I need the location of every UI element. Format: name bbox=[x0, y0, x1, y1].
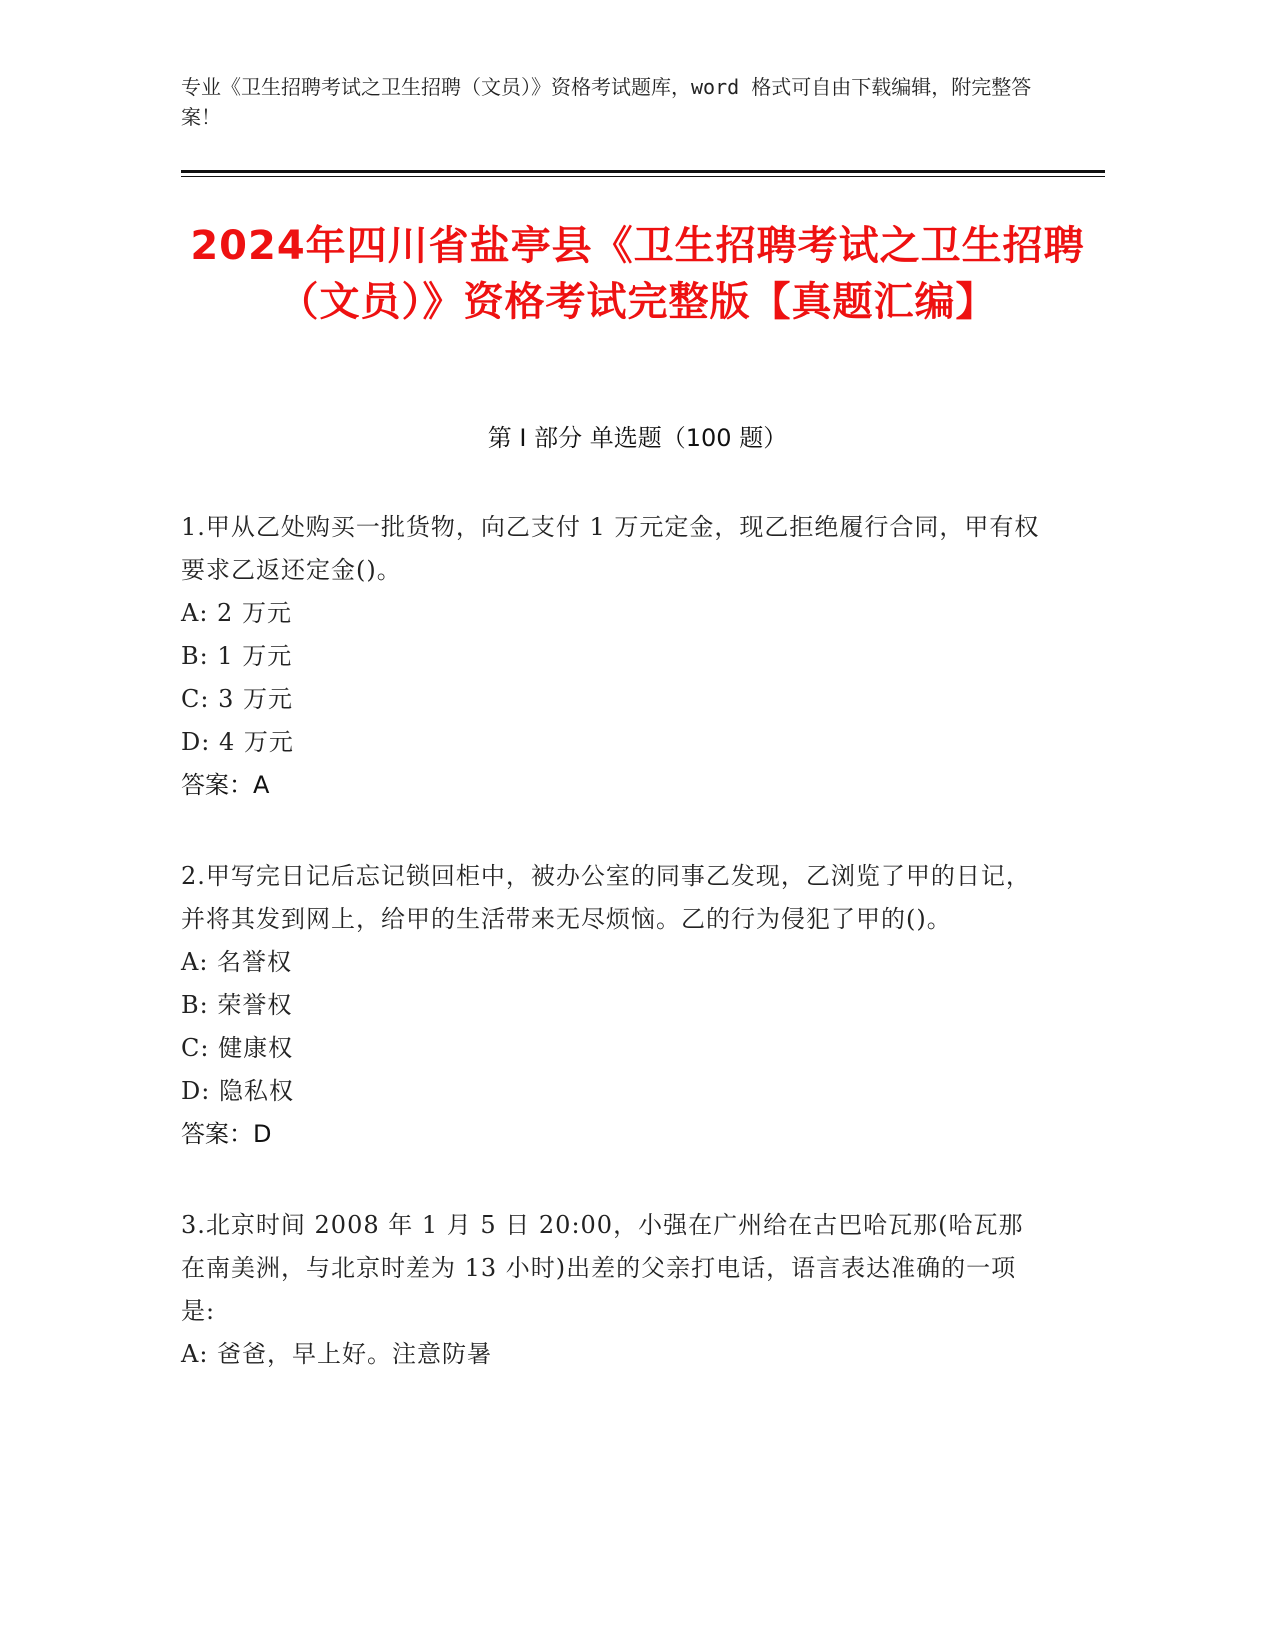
question-2 bbox=[181, 855, 1041, 1156]
option-c: C: 3 万元 bbox=[181, 685, 293, 713]
header-note: 专业《卫生招聘考试之卫生招聘（文员）》资格考试题库，word 格式可自由下载编辑，附完整答案！ bbox=[181, 75, 1032, 129]
answer-line: 答案：D bbox=[181, 1120, 272, 1148]
question-stem: 3.北京时间 2008 年 1 月 5 日 20:00，小强在广州给在古巴哈瓦那(哈瓦那在南美洲，与北京时差为 13 小时)出差的父亲打电话，语言表达准确的一项是: bbox=[181, 1211, 1024, 1325]
option-d: D: 4 万元 bbox=[181, 728, 294, 756]
option-d: D: 隐私权 bbox=[181, 1077, 294, 1105]
document-title: 2024年四川省盐亭县《卫生招聘考试之卫生招聘（文员）》资格考试完整版【真题汇编】 bbox=[190, 223, 1085, 325]
header-divider-thick bbox=[181, 170, 1105, 173]
option-c: C: 健康权 bbox=[181, 1034, 294, 1062]
question-1 bbox=[181, 506, 1041, 807]
option-b: B: 1 万元 bbox=[181, 642, 293, 670]
header-divider-thin bbox=[181, 176, 1105, 177]
question-stem: 2.甲写完日记后忘记锁回柜中，被办公室的同事乙发现，乙浏览了甲的日记，并将其发到网上，给甲的生活带来无尽烦恼。乙的行为侵犯了甲的()。 bbox=[181, 862, 1031, 933]
section-heading: 第 I 部分 单选题（100 题） bbox=[487, 424, 788, 452]
option-b: B: 荣誉权 bbox=[181, 991, 293, 1019]
question-stem: 1.甲从乙处购买一批货物，向乙支付 1 万元定金，现乙拒绝履行合同，甲有权要求乙返还定金()。 bbox=[181, 513, 1040, 584]
question-3 bbox=[181, 1204, 1041, 1376]
option-a: A: 爸爸，早上好。注意防暑 bbox=[181, 1340, 493, 1368]
question-list bbox=[181, 506, 1041, 1424]
option-a: A: 名誉权 bbox=[181, 948, 293, 976]
option-a: A: 2 万元 bbox=[181, 599, 292, 627]
answer-line: 答案：A bbox=[181, 771, 270, 799]
